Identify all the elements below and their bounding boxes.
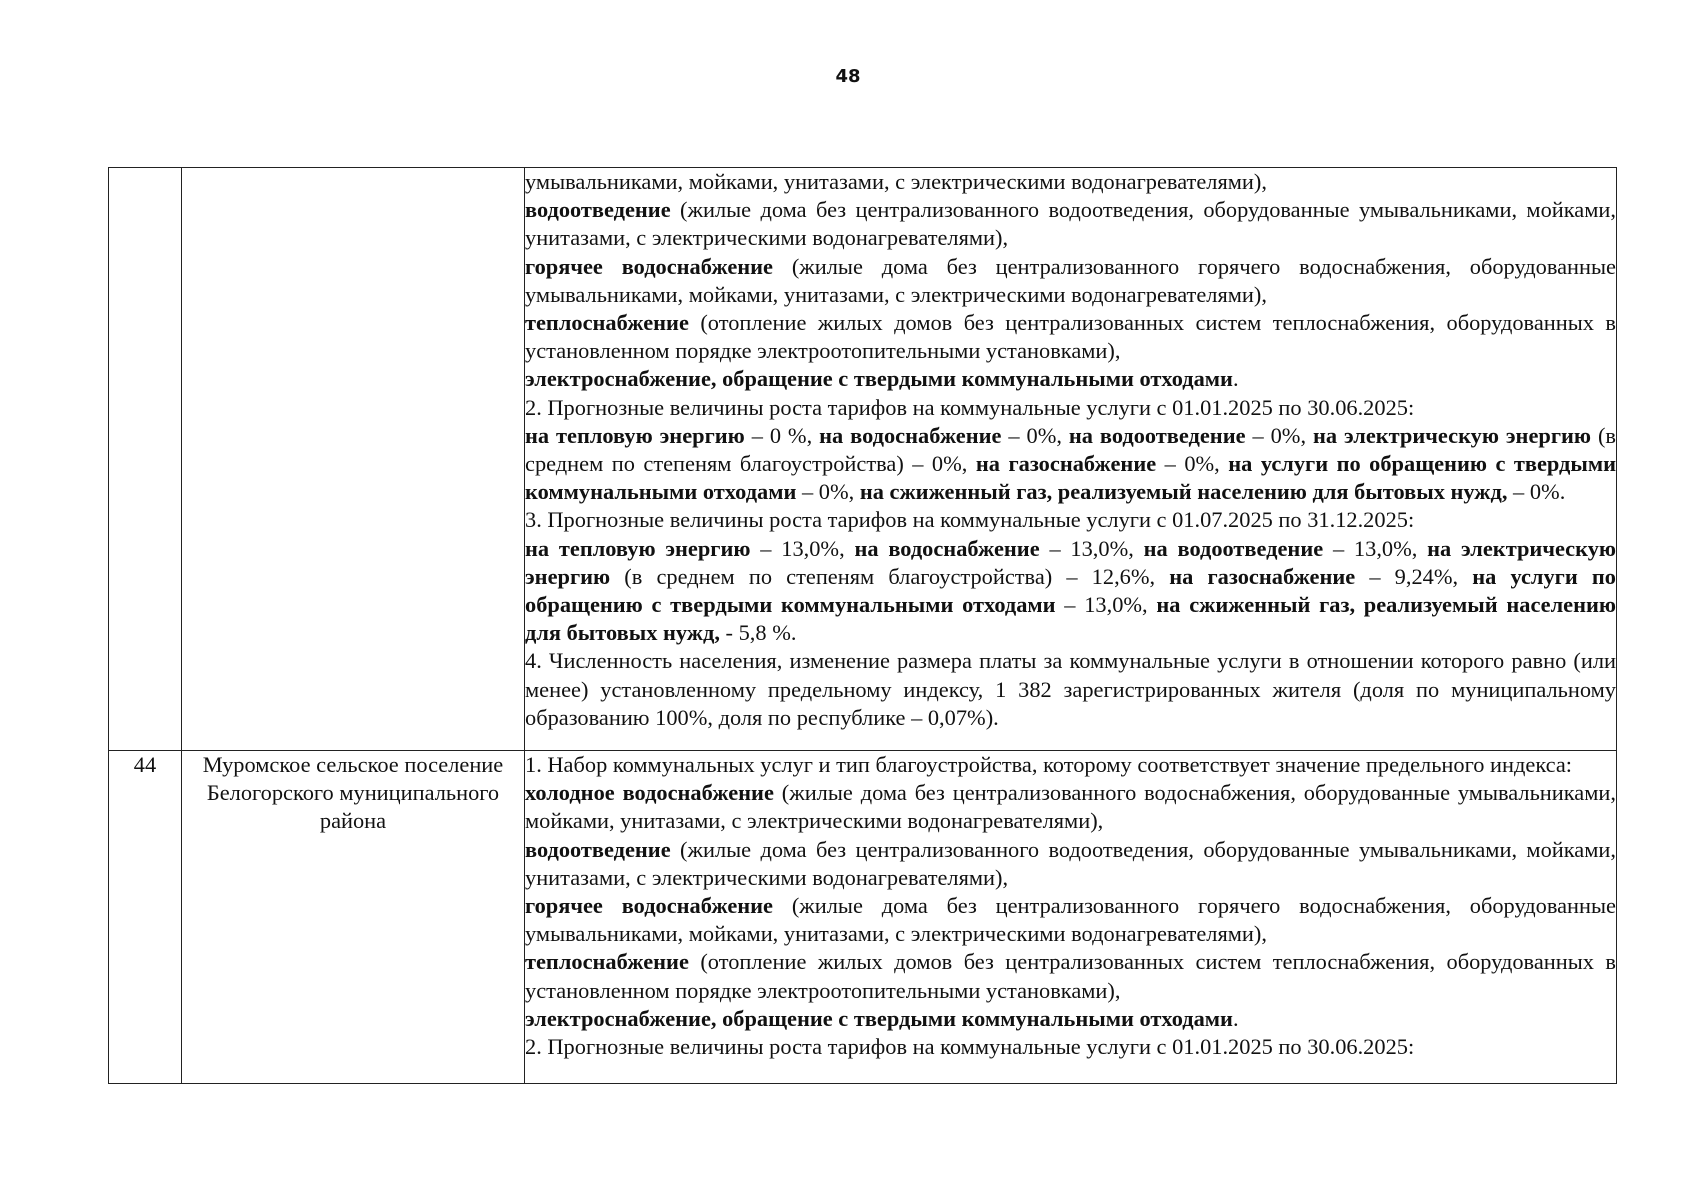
text: – 0%, xyxy=(1001,422,1069,448)
text: умывальниками, мойками, унитазами, с электрическими водонагревателями), xyxy=(525,169,1267,194)
bold-text: на водоотведение xyxy=(1143,535,1324,561)
bold-text: на услуги по обращению с твердыми коммунальными отходами xyxy=(525,451,1617,505)
text: (жилые дома без централизованного горячего водоснабжения, оборудованные умывальниками, мойками, унитазами, с электрическими водонагревателями), xyxy=(525,253,1616,307)
paragraph xyxy=(525,836,1616,892)
bold-text: на сжиженный газ, реализуемый населению для бытовых нужд, xyxy=(859,479,1508,505)
text: – 13,0%, xyxy=(1039,535,1144,561)
bold-text: на тепловую энергию xyxy=(525,535,751,561)
text: 2. Прогнозные величины роста тарифов на коммунальные услуги с 01.01.2025 по 30.06.2025: xyxy=(525,1034,1415,1060)
text: (в среднем по степеням благоустройства) – 0%, xyxy=(525,422,1616,477)
text: 1. Набор коммунальных услуг и тип благоустройства, которому соответствует значение предельного индекса: xyxy=(525,752,1573,777)
table-row-44 xyxy=(109,751,1617,1084)
bold-text: водоотведение xyxy=(525,836,671,862)
bold-text: теплоснабжение xyxy=(525,310,689,336)
bold-text: электроснабжение, обращение с твердыми коммунальными отходами xyxy=(525,1005,1233,1031)
bold-text: водоотведение xyxy=(525,197,671,223)
bold-text: на тепловую энергию xyxy=(525,422,745,448)
paragraph xyxy=(525,1005,1616,1033)
text: (отопление жилых домов без централизованных систем теплоснабжения, оборудованных в установленном порядке электроотопительными установками), xyxy=(525,310,1616,364)
text: 3. Прогнозные величины роста тарифов на коммунальные услуги с 01.07.2025 по 31.12.2025: xyxy=(525,507,1415,533)
text: (в среднем по степеням благоустройства) – 12,6%, xyxy=(610,563,1170,589)
description-cell xyxy=(525,168,1617,751)
bold-text: холодное водоснабжение xyxy=(525,780,774,806)
text: – 13,0%, xyxy=(1055,592,1157,618)
paragraph xyxy=(525,422,1616,507)
text: – 0%, xyxy=(796,479,860,505)
text: 4. Численность населения, изменение размера платы за коммунальные услуги в отношении которого равно (или менее) установленному предельному индексу, 1 382 зарегистрированных жителя (доля по муниципальному образованию 100%, доля по республике – 0,07%). xyxy=(525,648,1616,730)
table-row-continued xyxy=(109,168,1617,751)
paragraph xyxy=(525,948,1616,1004)
bold-text: горячее водоснабжение xyxy=(525,893,773,919)
paragraph xyxy=(525,751,1616,779)
bold-text: на электрическую энергию xyxy=(525,535,1616,589)
text: . xyxy=(1232,1005,1239,1031)
municipality-name-cell xyxy=(182,168,525,751)
municipality-name-cell: Муромское сельское поселение Белогорского муниципального района xyxy=(182,751,525,1084)
text: – 0%. xyxy=(1507,479,1566,505)
bold-text: на сжиженный газ, реализуемый населению для бытовых нужд, xyxy=(525,592,1617,646)
paragraph xyxy=(525,779,1616,835)
bold-text: на газоснабжение xyxy=(975,451,1157,477)
text: . xyxy=(1232,366,1239,392)
tariff-index-table xyxy=(108,167,1617,1084)
paragraph xyxy=(525,1033,1616,1061)
paragraph xyxy=(525,253,1616,309)
row-number-cell xyxy=(109,168,182,751)
text: – 13,0%, xyxy=(1323,535,1428,561)
text: - 5,8 %. xyxy=(719,620,797,646)
text: (жилые дома без централизованного водоотведения, оборудованные умывальниками, мойками, унитазами, с электрическими водонагревателями), xyxy=(525,197,1616,251)
paragraph xyxy=(525,892,1616,948)
bold-text: на газоснабжение xyxy=(1169,563,1356,589)
paragraph xyxy=(525,394,1616,422)
paragraph xyxy=(525,168,1616,196)
paragraph xyxy=(525,365,1616,393)
page-number: 48 xyxy=(835,66,861,87)
text: – 0%, xyxy=(1156,451,1229,477)
text: 2. Прогнозные величины роста тарифов на коммунальные услуги с 01.01.2025 по 30.06.2025: xyxy=(525,394,1415,420)
bold-text: на услуги по обращению с твердыми коммунальными отходами xyxy=(525,563,1616,618)
text: (жилые дома без централизованного горячего водоснабжения, оборудованные умывальниками, мойками, унитазами, с электрическими водонагревателями), xyxy=(525,893,1616,947)
paragraph xyxy=(525,309,1616,365)
text: – 0%, xyxy=(1245,422,1313,448)
text: – 0 %, xyxy=(744,422,820,448)
text: (отопление жилых домов без централизованных систем теплоснабжения, оборудованных в установленном порядке электроотопительными установками), xyxy=(525,949,1616,1003)
bold-text: на водоотведение xyxy=(1068,422,1246,448)
bold-text: на водоснабжение xyxy=(819,422,1002,448)
row-number-cell: 44 xyxy=(109,751,182,1084)
text: – 9,24%, xyxy=(1355,563,1473,589)
text: – 13,0%, xyxy=(750,535,855,561)
description-cell xyxy=(525,751,1617,1084)
paragraph xyxy=(525,506,1616,534)
bold-text: на водоснабжение xyxy=(854,535,1040,561)
text: (жилые дома без централизованного водоснабжения, оборудованные умывальниками, мойками, унитазами, с электрическими водонагревателями), xyxy=(525,780,1616,834)
paragraph xyxy=(525,647,1616,732)
paragraph xyxy=(525,535,1616,648)
paragraph xyxy=(525,196,1616,252)
bold-text: на электрическую энергию xyxy=(1312,422,1592,448)
bold-text: электроснабжение, обращение с твердыми коммунальными отходами xyxy=(525,366,1233,392)
bold-text: теплоснабжение xyxy=(525,949,689,975)
text: (жилые дома без централизованного водоотведения, оборудованные умывальниками, мойками, унитазами, с электрическими водонагревателями), xyxy=(525,836,1616,890)
bold-text: горячее водоснабжение xyxy=(525,253,773,279)
